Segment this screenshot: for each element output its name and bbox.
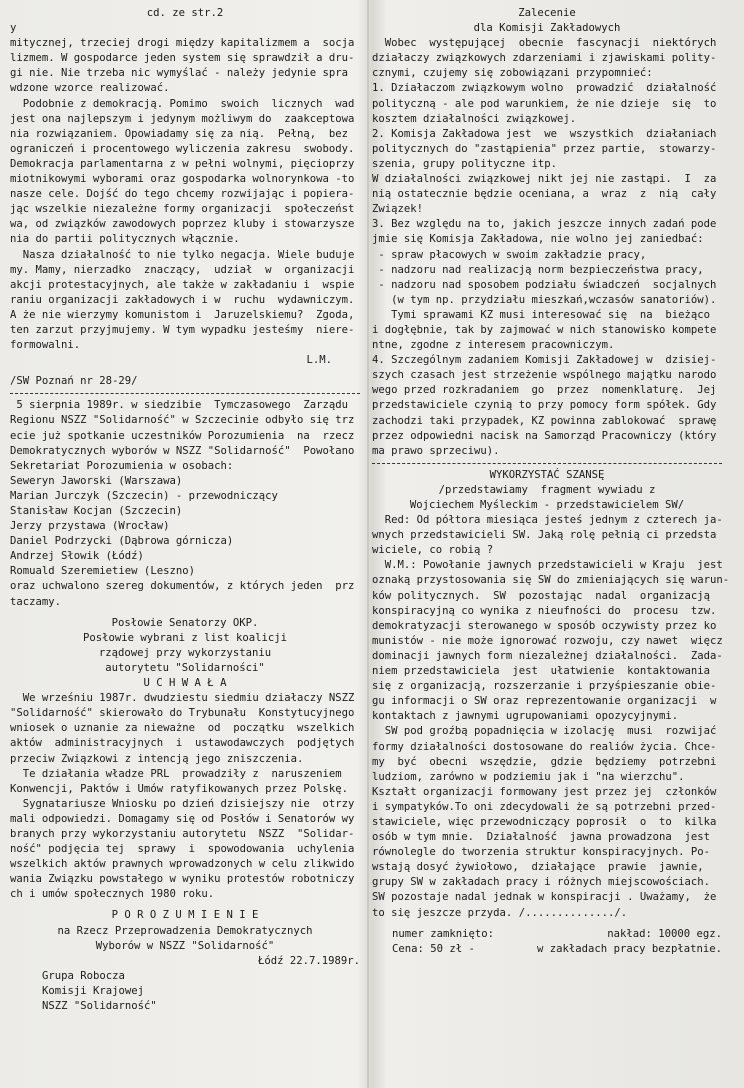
text-line: "Solidarność" skierowało do Trybunału Konstytucyjnego	[10, 707, 355, 720]
text-line: Tymi sprawami KZ musi interesować się na bieżąco	[372, 308, 711, 321]
text-line: 2. Komisja Zakładowa jest we wszystkich działaniach	[372, 127, 717, 140]
text-line: równolegle do tworzenia struktur konspiracyjnych. Po-	[372, 846, 711, 859]
text-line: nasze cele. Dojść do tego chcemy rozwijając i popiera-	[10, 188, 355, 201]
text-line: akcji protestacyjnych, ale także w zakładaniu i wspie	[10, 278, 355, 291]
section-divider-right	[372, 463, 722, 464]
author-initials: L.M.	[306, 354, 332, 367]
meeting-report	[10, 398, 360, 609]
text-line: ograniczeń i procentowego wyliczenia zakresu swobody.	[10, 142, 355, 155]
text-line: W działalności związkowej nikt jej nie zastąpi. I za	[372, 173, 717, 186]
text-line: nia rozwiązaniem. Opowiadamy się za nią. Pełną, bez	[10, 127, 349, 140]
text-line: gu informacji o SW oraz reprezentowanie organizacji w	[372, 695, 717, 708]
text-line: jmie się Komisja Zakładowa, nie wolno jej zaniedbać:	[372, 233, 704, 246]
text-line: wiciele, co robią ?	[372, 544, 494, 557]
text-line: my. Mamy, nierzadko znaczący, udział w organizacji	[10, 263, 355, 276]
deputies-heading	[10, 616, 360, 676]
text-line: A że nie wierzymy komunistom i Jaruzelskiemu? Zgoda,	[10, 308, 355, 321]
text-line: wnych przedstawicieli SW. Jaką rolę pełnią ci przedsta	[372, 529, 717, 542]
text-line: y	[10, 22, 17, 35]
text-line: szenia, grupy polityczne itp.	[372, 157, 557, 170]
text-line: ch i umów społecznych 1980 roku.	[10, 888, 215, 901]
text-line: ludziom, zarówno w podziemiu jak i "na wierzchu".	[372, 770, 685, 783]
text-line: NSZZ "Solidarność"	[42, 1000, 157, 1012]
text-line: to się jeszcze przyda. /............../.	[372, 906, 628, 919]
text-line: ków politycznych. SW pozostając nadal organizacją	[372, 589, 711, 602]
text-line: SW pozostaje nadal jednak w konspiracji . Uważamy, że	[372, 891, 717, 904]
text-line: Wobec występującej obecnie fascynacji niektórych	[372, 37, 717, 50]
text-line: Te działania władze PRL prowadziły z naruszeniem	[10, 767, 342, 780]
section-divider	[10, 393, 360, 394]
text-line: Demokratycznych wyborów w NSZZ "Solidarność" Powołano	[10, 444, 355, 457]
text-line: Demokracja parlamentarna z w pełni wolnymi, pięcioprzy	[10, 157, 355, 170]
activity-paragraph	[10, 248, 360, 354]
text-line: - spraw płacowych w swoim zakładzie pracy,	[372, 248, 647, 261]
text-line: Red: Od półtora miesiąca jesteś jednym z czterech ja-	[372, 514, 723, 527]
text-line: kontaktach z jawnymi ugrupowaniami opozycyjnymi.	[372, 710, 679, 723]
text-line: 4. Szczególnym zadaniem Komisji Zakładowej w dzisiej-	[372, 354, 717, 367]
text-line: Marian Jurczyk (Szczecin) - przewodniczący	[10, 489, 278, 502]
free-at-workplaces: w zakładach pracy bezpłatnie.	[537, 942, 722, 955]
text-line: wniosek o uznanie za nieważne od początku wszelkich	[10, 722, 355, 735]
text-line: nią ostatecznie będzie oceniana, a wraz z nią cały	[372, 188, 717, 201]
text-line: 5 sierpnia 1989r. w siedzibie Tymczasowego Zarządu	[10, 399, 349, 412]
text-line: przeciw Związkowi z intencją jego zniszczenia.	[10, 752, 304, 765]
text-line: Jerzy przystawa (Wrocław)	[10, 520, 170, 533]
resolution-title: U C H W A Ł A	[143, 677, 227, 690]
text-line: wego przed rozkradaniem go przez nomenklaturę. Jej	[372, 384, 717, 397]
recommendation-title: Zalecenie	[518, 7, 576, 19]
intro-text	[10, 21, 360, 96]
text-line: przez odpowiedni nacisk na Samorząd Pracowniczy (który	[372, 429, 717, 442]
text-line: oraz uchwalono szereg dokumentów, z których jeden prz	[10, 580, 355, 593]
text-line: Komisji Krajowej	[42, 984, 145, 997]
text-line: Podobnie z demokracją. Pomimo swoich licznych wad	[10, 97, 355, 110]
text-line: na Rzecz Przeprowadzenia Demokratycznych	[57, 924, 313, 937]
interview-intro	[372, 483, 722, 513]
text-line: grupy SW w zakładach pracy i różnych miejscowościach.	[372, 876, 711, 889]
right-column	[372, 6, 730, 957]
text-line: aktów administracyjnych i ustawodawczych podjętych	[10, 737, 355, 750]
text-line: mali odpowiedzi. Domagamy się od Posłów i Senatorów wy	[10, 812, 355, 825]
price: Cena: 50 zł -	[392, 942, 475, 955]
recommendation-text	[372, 36, 722, 459]
interview-text-2	[372, 724, 722, 920]
text-line: Regionu NSZZ "Solidarność" w Szczecinie odbyło się trz	[10, 414, 355, 427]
place-date: Łódź 22.7.1989r.	[257, 954, 360, 967]
text-line: Posłowie wybrani z list koalicji	[82, 631, 288, 644]
agreement-title: P O R O Z U M I E N I E	[111, 909, 259, 922]
text-line: Andrzej Słowik (Łódź)	[10, 550, 144, 563]
text-line: cznymi, czujemy się zobowiązani przypomnieć:	[372, 67, 653, 80]
text-line: taczamy.	[10, 595, 62, 608]
text-line: munistów - nie może ignorować rozwoju, czy nawet więcz	[372, 634, 723, 647]
interview-headline: WYKORZYSTAĆ SZANSĘ	[489, 468, 605, 481]
text-line: zachodzi taki przypadek, KZ powinna zablokować sprawę	[372, 414, 717, 427]
text-line: jąc wszelkie niezależne formy organizacji społeczeńst	[10, 203, 355, 216]
text-line: nia do partii politycznych włącznie.	[10, 233, 240, 246]
text-line: ntne, zgodne z interesem pracowniczym.	[372, 339, 615, 352]
text-line: się z organizacją, rozszerzanie i przyśpieszanie obie-	[372, 680, 717, 693]
text-line: wa, od związków zawodowych poprzez kluby i stowarzysze	[10, 218, 355, 231]
text-line: formowalni.	[10, 339, 81, 352]
text-line: Nasza działalność to nie tylko negacja. Wiele buduje	[10, 248, 355, 261]
text-line: 3. Bez względu na to, jakich jeszcze innych zadań pode	[372, 218, 717, 231]
continued-header: cd. ze str.2	[146, 7, 224, 19]
text-line: ecie już spotkanie uczestników Porozumienia na rzecz	[10, 429, 355, 442]
text-line: Związek!	[372, 203, 424, 216]
text-line: i dogłębnie, tak by zajmować w nich stanowisko kompete	[372, 323, 717, 336]
text-line: miotnikowymi wyborami oraz gospodarka wolnorynkowa -to	[10, 173, 355, 186]
text-line: osób w tym mnie. Działalność jawna prowadzona jest	[372, 831, 711, 844]
text-line: ma prawo sprzeciwu).	[372, 444, 500, 457]
democracy-paragraph	[10, 97, 360, 248]
text-line: SW pod groźbą popadnięcia w izolację musi rozwijać	[372, 725, 717, 738]
text-line: - nadzoru nad realizacją norm bezpieczeństwa pracy,	[372, 263, 704, 276]
interview-text-1	[372, 513, 730, 724]
text-line: We wrześniu 1987r. dwudziestu siedmiu działaczy NSZZ	[10, 692, 355, 705]
text-line: ten zarzut przyjmujemy. W tym wypadku jesteśmy niere-	[10, 323, 355, 336]
text-line: formy działalności dostosowane do realiów życia. Chce-	[372, 740, 717, 753]
text-line: demokratyzacji sterowanego w sposób oczywisty przez ko	[372, 619, 717, 632]
text-line: - nadzoru nad sposobem podziału świadczeń socjalnych	[372, 278, 717, 291]
text-line: Posłowie Senatorzy OKP.	[111, 616, 259, 629]
text-line: wszelkich aktów prawnych wprowadzonych w celu zlikwido	[10, 858, 355, 871]
text-line: branych przy wykorzystaniu autorytetu NSZZ "Solidar-	[10, 827, 355, 840]
resolution-paragraph-2	[10, 767, 360, 903]
text-line: Wojciechem Myśleckim - przedstawicielem SW/	[409, 499, 685, 511]
text-line: Stanisław Kocjan (Szczecin)	[10, 505, 183, 517]
text-line: Wyborów w NSZZ "Solidarność"	[95, 939, 275, 952]
text-line: Grupa Robocza	[42, 969, 125, 982]
text-line: dominacji jawnych form niezależnej działalności. Zada-	[372, 649, 723, 662]
page-fold	[367, 0, 369, 1088]
text-line: (w tym np. przydziału mieszkań,wczasów sanatoriów).	[372, 293, 717, 306]
text-line: rządowej przy wykorzystaniu	[98, 646, 272, 659]
text-line: wdzone wzorce realizować.	[10, 82, 170, 95]
text-line: przedstawiciele czynią to przy pomocy form spółek. Gdy	[372, 399, 717, 412]
text-line: /przedstawiamy fragment wywiadu z	[438, 483, 656, 496]
text-line: oznaką przystosowania się SW do zmieniających się warun-	[372, 574, 730, 587]
recommendation-subtitle: dla Komisji Zakładowych	[473, 22, 621, 35]
text-line: kosztem działalności związkowej.	[372, 112, 577, 125]
text-line: stawiciele, więc przewodniczący poprosił o to kilka	[372, 815, 717, 828]
text-line: gi nie. Nie trzeba nic wymyślać - należy jedynie spra	[10, 67, 349, 80]
text-line: Sygnatariusze Wniosku po dzień dzisiejszy nie otrzy	[10, 797, 355, 810]
text-line: ność" podjęcia tej sprawy i spowodowania uchylenia	[10, 843, 355, 856]
text-line: niem przedstawiciela jest ułatwienie kontaktowania	[372, 665, 711, 678]
text-line: Seweryn Jaworski (Warszawa)	[10, 474, 183, 487]
text-line: Kształt organizacji formowany jest przez jej członków	[372, 785, 717, 798]
signatories	[10, 969, 360, 1014]
text-line: Konwencji, Paktów i Umów ratyfikowanych przez Polskę.	[10, 782, 349, 795]
text-line: polityczną - ale pod warunkiem, że nie dzieje się to	[372, 97, 717, 110]
text-line: politycznych do "zastąpienia" przez partie, stowarzy-	[372, 142, 717, 155]
resolution-paragraph-1	[10, 691, 360, 766]
text-line: Sekretariat Porozumienia w osobach:	[10, 459, 234, 472]
text-line: jest ona najlepszym i jedynym możliwym do zaakceptowa	[10, 112, 355, 125]
text-line: mitycznej, trzeciej drogi między kapitalizmem a socja	[10, 37, 355, 50]
text-line: autorytetu "Solidarności"	[105, 661, 265, 674]
text-line: działaczy związkowych zdarzeniami i zjawiskami polity-	[372, 52, 717, 65]
text-line: 1. Działaczom związkowym wolno prowadzić działalność	[372, 82, 717, 95]
print-run: nakład: 10000 egz.	[607, 927, 722, 940]
text-line: Daniel Podrzycki (Dąbrowa górnicza)	[10, 535, 234, 548]
text-line: i sympatyków.To oni zdecydowali że są potrzebni przed-	[372, 800, 717, 813]
text-line: lizmem. W gospodarce jeden system się sprawdził a dru-	[10, 52, 355, 65]
text-line: raniu organizacji zakładowych i w ruchu wydawniczym.	[10, 293, 355, 306]
text-line: szych czasach jest strzeżenie wspólnego majątku narodo	[372, 369, 717, 382]
text-line: wstają dosyć żywiołowo, działające prawie jawnie,	[372, 861, 704, 874]
issue-closed-label: numer zamknięto:	[392, 927, 495, 940]
imprint-row-1	[372, 927, 722, 942]
text-line: Romuald Szeremietiew (Leszno)	[10, 565, 195, 578]
imprint-row-2	[372, 942, 722, 957]
text-line: konspiracyjną co wynika z nieufności do procesu tzw.	[372, 604, 717, 617]
source-note: /SW Poznań nr 28-29/	[10, 375, 138, 388]
left-column	[10, 6, 360, 1014]
agreement-subtitle	[10, 924, 360, 954]
text-line: W.M.: Powołanie jawnych przedstawicieli w Kraju jest	[372, 559, 723, 572]
text-line: wania Związku powstałego w wyniku protestów robotniczy	[10, 873, 355, 886]
text-line: my być obecni wszędzie, gdzie będziemy potrzebni	[372, 755, 717, 768]
